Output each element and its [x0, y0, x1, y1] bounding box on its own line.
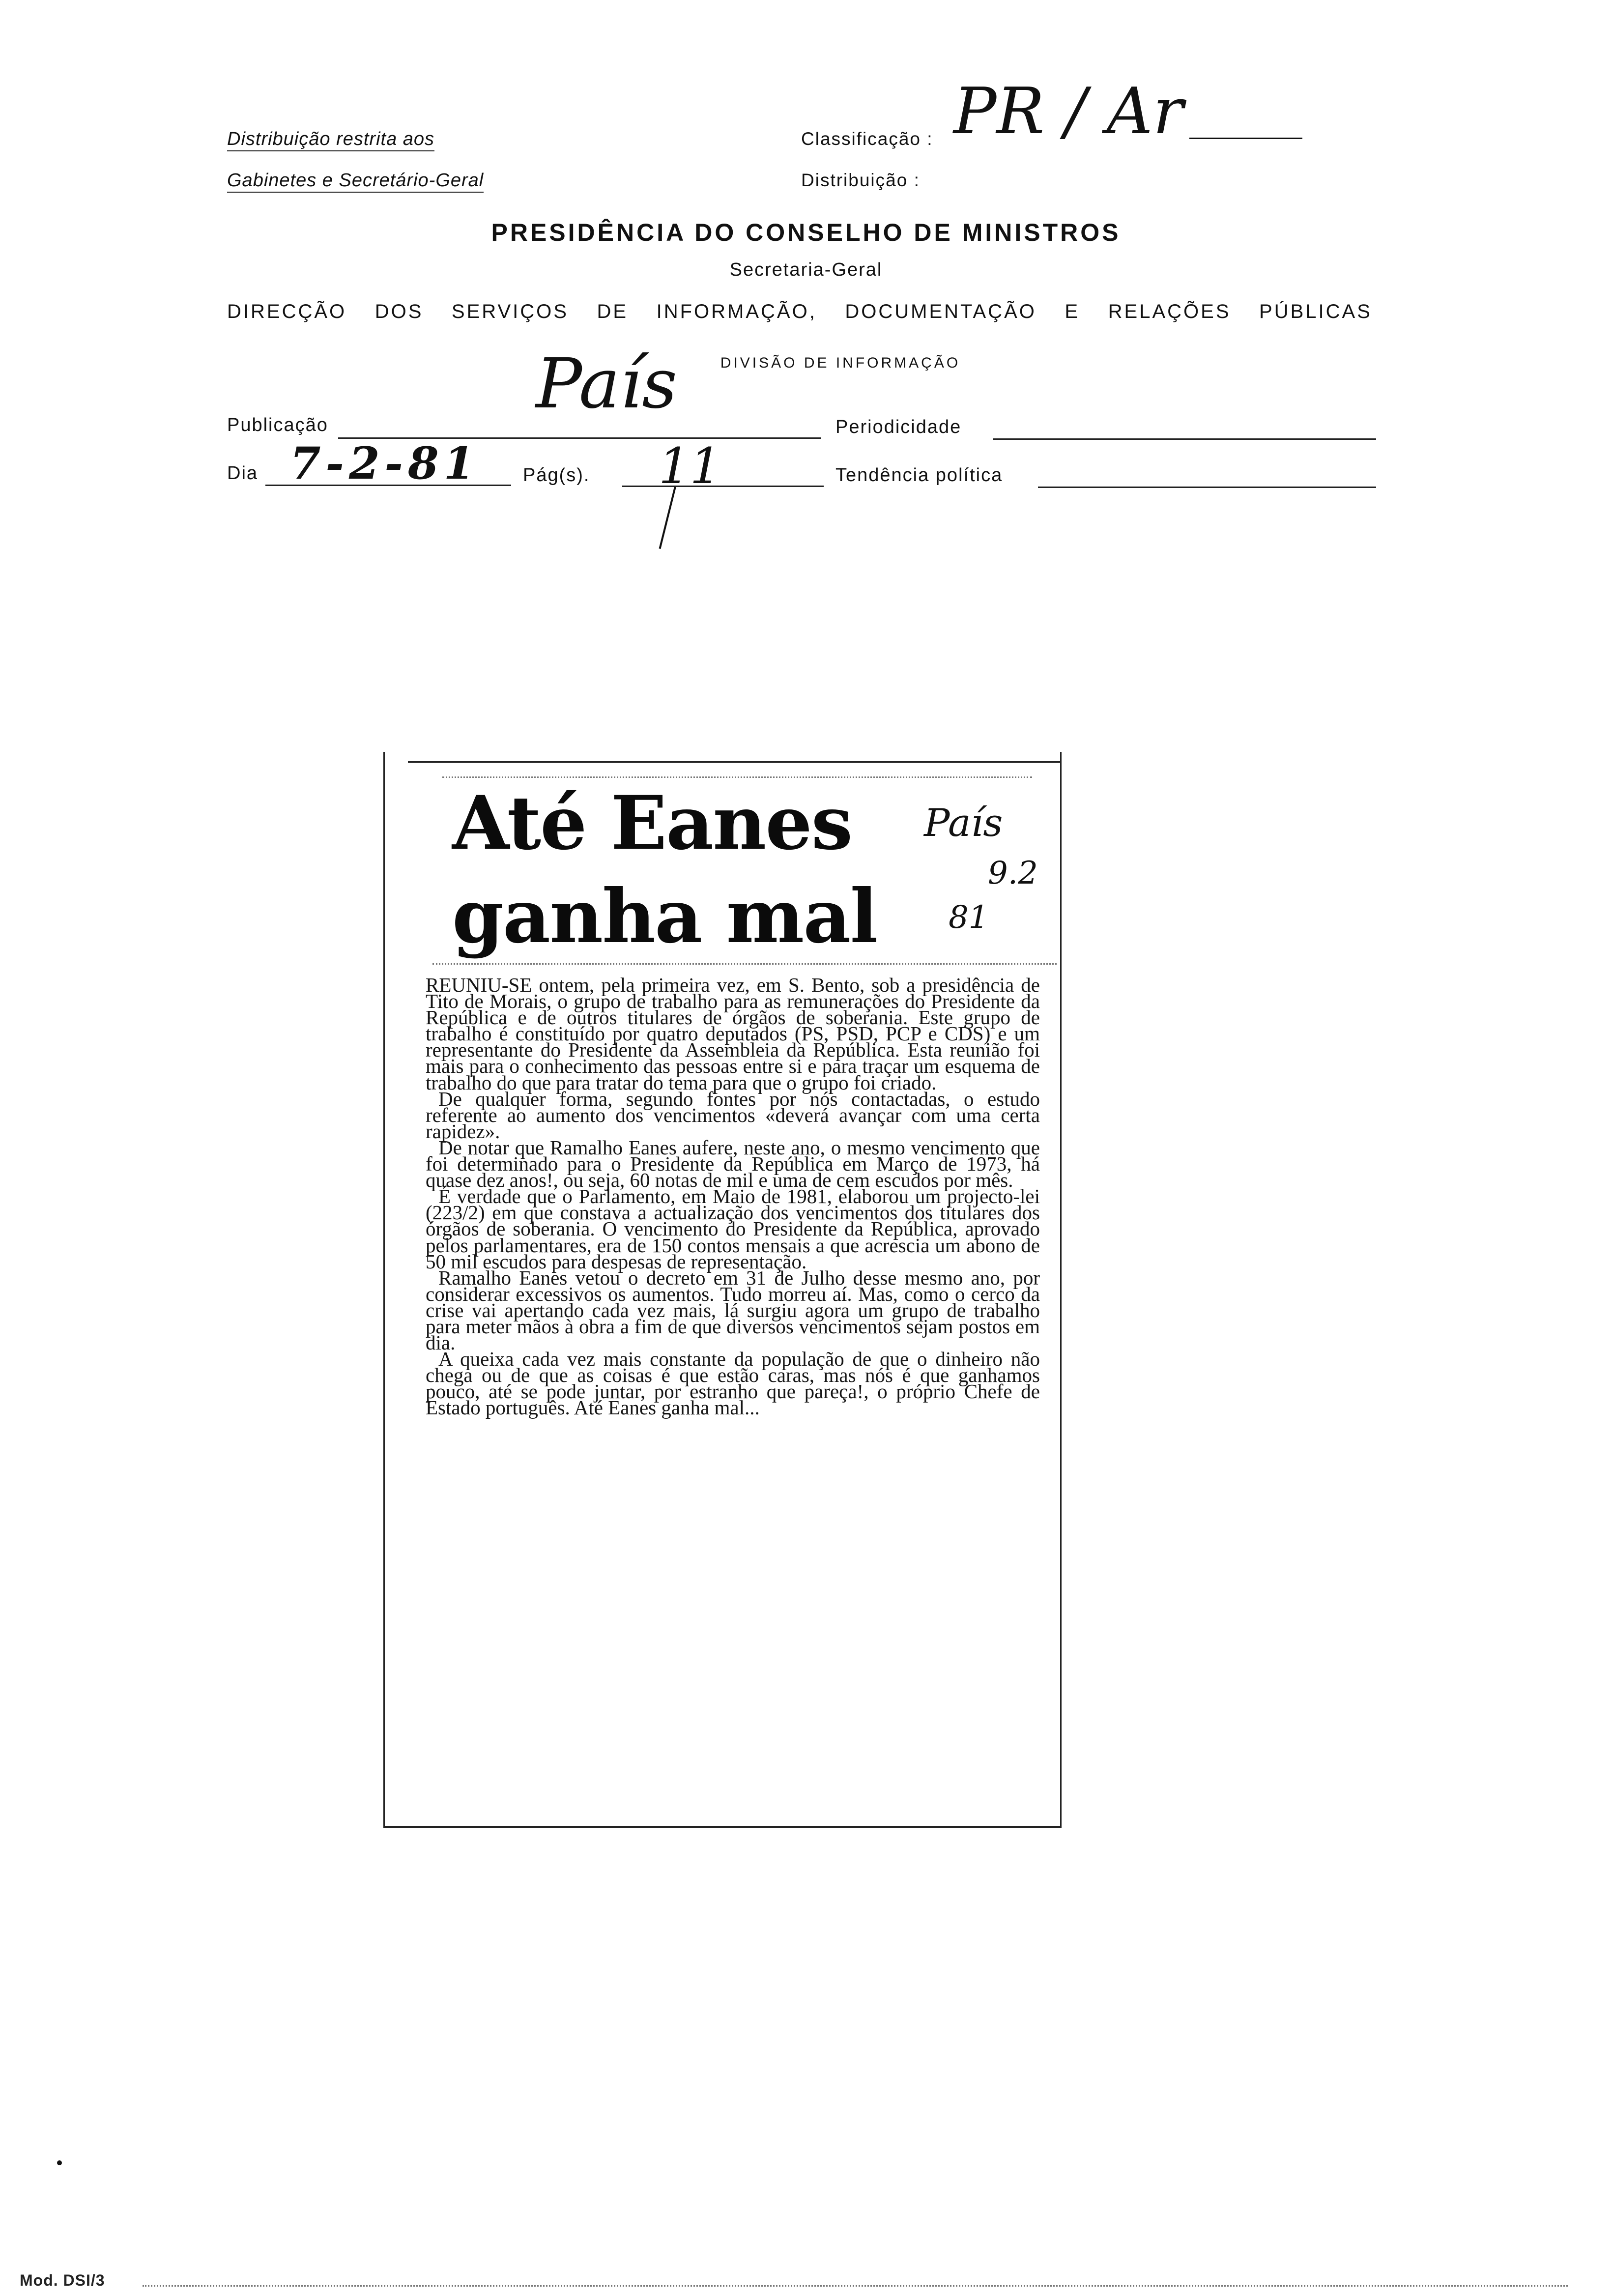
headline-line-1: Até Eanes	[452, 780, 852, 866]
division-label: DIVISÃO DE INFORMAÇÃO	[720, 355, 961, 371]
pags-value: 11	[659, 437, 721, 495]
article-paragraph: REUNIU-SE ontem, pela primeira vez, em S. Bento, sob a presidência de Tito de Morais, o grupo de trabalho para as remunerações do Presidente da República e de outros titulares de órgãos de soberania. Este grupo de trabalho é constituído por quatro deputados (PS, PSD, PCP e CDS) e um representante do Presidente da Assembleia da República. Esta reunião foi mais para o conhecimento das pessoas entre si e para traçar um esquema de trabalho do que para tratar do tema para que o grupo foi criado.	[426, 974, 1040, 1094]
article-paragraph: A queixa cada vez mais constante da população de que o dinheiro não chega ou de que as coisas é que estão caras, mas nós é que ganhamos pouco, até se pode juntar, por estranho que pareça!, o próprio Chefe de Estado português. Até Eanes ganha mal...	[426, 1348, 1040, 1419]
article-paragraph: Ramalho Eanes vetou o decreto em 31 de Julho desse mesmo ano, por considerar excessivos os aumentos. Tudo morreu aí. Mas, como o cerco da crise vai apertando cada vez mais, lá surgiu agora um grupo de trabalho para meter mãos à obra a fim de que diversos vencimentos sejam postos em dia.	[426, 1266, 1040, 1354]
margin-note-year: 81	[949, 899, 989, 936]
clipping-top-noise	[442, 776, 1032, 778]
publicacao-value: País	[536, 344, 677, 424]
headline-rule	[432, 963, 1057, 965]
headline-line-2: ganha mal	[452, 873, 877, 960]
periodicidade-label: Periodicidade	[835, 417, 962, 437]
distribuicao-label: Distribuição :	[801, 170, 920, 190]
article-body	[426, 974, 1040, 1419]
margin-note-pais: País	[924, 801, 1003, 845]
page-subtitle: Secretaria-Geral	[729, 259, 883, 280]
article-paragraph: De qualquer forma, segundo fontes por nós contactadas, o estudo referente ao aumento dos vencimentos «deverá avançar com uma certa rapidez».	[426, 1087, 1040, 1143]
stray-mark	[57, 2160, 62, 2165]
article-paragraph: De notar que Ramalho Eanes aufere, neste ano, o mesmo vencimento que foi determinado para o Presidente da República em Março de 1973, há quase dez anos!, ou seja, 60 notas de mil e uma de cem escudos por mês.	[426, 1136, 1040, 1192]
article-paragraph: É verdade que o Parlamento, em Maio de 1981, elaborou um projecto-lei (223/2) em que constava a actualização dos vencimentos dos titulares dos órgãos de soberania. O vencimento do Presidente da República, aprovado pelos parlamentares, era de 150 contos mensais a que acrescia um abono de 50 mil escudos para despesas de representação.	[426, 1185, 1040, 1273]
tendencia-label: Tendência política	[835, 465, 1003, 486]
classificacao-label: Classificação :	[801, 129, 933, 149]
clipping-top-edge	[408, 761, 1062, 763]
periodicidade-rule	[993, 438, 1376, 440]
margin-note-date: 9.2	[988, 855, 1038, 891]
pags-rule	[622, 486, 824, 487]
page-title: PRESIDÊNCIA DO CONSELHO DE MINISTROS	[491, 219, 1121, 246]
dia-value: 7-2-81	[290, 437, 480, 489]
distribution-line-2: Gabinetes e Secretário-Geral	[227, 170, 484, 191]
pags-label: Pág(s).	[523, 465, 590, 486]
department-line: DIRECÇÃO DOS SERVIÇOS DE INFORMAÇÃO, DOCUMENTAÇÃO E RELAÇÕES PÚBLICAS	[227, 301, 1372, 322]
dia-label: Dia	[227, 463, 259, 484]
pags-stroke	[659, 487, 676, 549]
distribution-line-1: Distribuição restrita aos	[227, 129, 434, 150]
form-code: Mod. DSI/3	[20, 2271, 105, 2289]
classificacao-handwritten: PR / Ar	[953, 74, 1183, 148]
footer-noise	[143, 2285, 1568, 2287]
signature-underline	[1189, 138, 1302, 139]
tendencia-rule	[1038, 487, 1376, 488]
publicacao-label: Publicação	[227, 415, 328, 435]
